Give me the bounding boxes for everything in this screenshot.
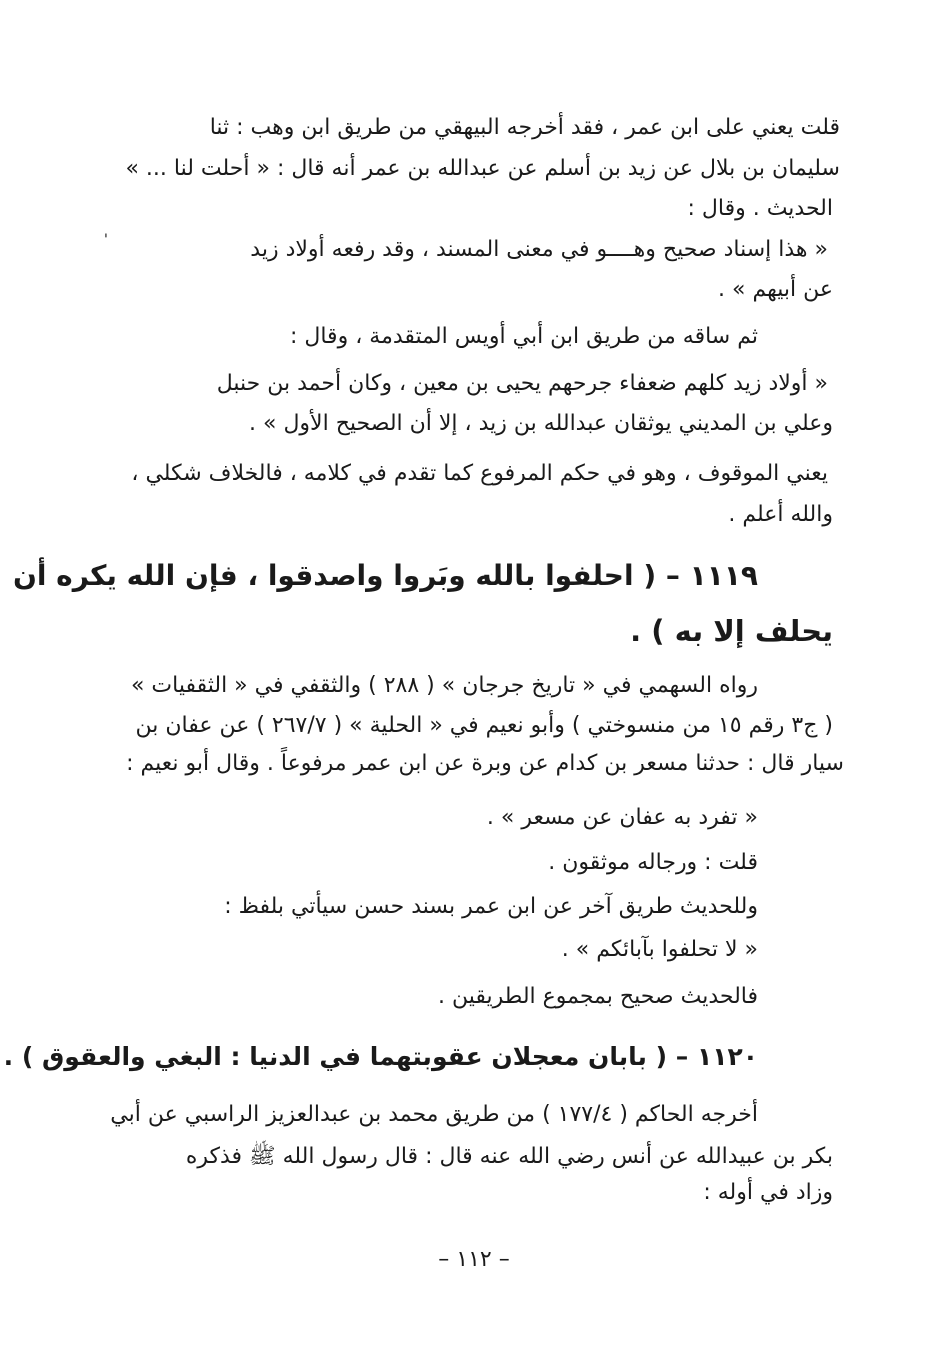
text-line: أخرجه الحاكم ( ١٧٧/٤ ) من طريق محمد بن عبدالعزيز الراسبي عن أبي	[110, 1102, 758, 1127]
hadith-heading-1120: ١١٢٠ – ( بابان معجلان عقوبتهما في الدنيا : البغي والعقوق ) .	[3, 1042, 758, 1071]
text-line: ثم ساقه من طريق ابن أبي أويس المتقدمة ، وقال :	[289, 324, 758, 349]
text-line: يعني الموقوف ، وهو في حكم المرفوع كما تقدم في كلامه ، فالخلاف شكلي ،	[131, 461, 828, 486]
text-line: رواه السهمي في « تاريخ جرجان » ( ٢٨٨ ) والثقفي في « الثقفيات »	[130, 673, 758, 698]
text-line: « هذا إسناد صحيح وهــــو في معنى المسند ، وقد رفعه أولاد زيد	[250, 237, 828, 262]
text-line: ( ج٣ رقم ١٥ من منسوختي ) وأبو نعيم في « الحلية » ( ٢٦٧/٧ ) عن عفان بن	[135, 713, 833, 738]
text-line: سيار قال : حدثنا مسعر بن كدام عن وبرة عن ابن عمر مرفوعاً . وقال أبو نعيم :	[126, 751, 844, 776]
hadith-heading-1119-cont: يحلف إلا به ) .	[630, 614, 833, 648]
text-line: وعلي بن المديني يوثقان عبدالله بن زيد ، إلا أن الصحيح الأول » .	[249, 411, 833, 436]
text-line: بكر بن عبيدالله عن أنس رضي الله عنه قال : قال رسول الله ﷺ فذكره	[185, 1144, 833, 1169]
stray-mark: '	[104, 232, 108, 248]
text-line: قلت : ورجاله موثقون .	[548, 850, 758, 875]
text-line: « أولاد زيد كلهم ضعفاء جرحهم يحيى بن معين ، وكان أحمد بن حنبل	[216, 371, 828, 396]
text-line: وللحديث طريق آخر عن ابن عمر بسند حسن سيأتي بلفظ :	[224, 894, 758, 919]
text-line: سليمان بن بلال عن زيد بن أسلم عن عبدالله بن عمر أنه قال : « أحلت لنا ... »	[125, 156, 840, 181]
page-number: – ١١٢ –	[438, 1247, 510, 1272]
text-line: قلت يعني على ابن عمر ، فقد أخرجه البيهقي من طريق ابن وهب : ثنا	[209, 115, 840, 140]
hadith-heading-1119: ١١١٩ – ( احلفوا بالله وبَروا واصدقوا ، فإن الله يكره أن	[12, 559, 758, 592]
text-line: « لا تحلفوا بآبائكم » .	[561, 937, 758, 962]
text-line: « تفرد به عفان عن مسعر » .	[486, 805, 758, 830]
text-line: وزاد في أوله :	[703, 1180, 833, 1205]
text-line: فالحديث صحيح بمجموع الطريقين .	[438, 984, 758, 1009]
text-line: والله أعلم .	[728, 502, 833, 527]
text-line: عن أبيهم » .	[718, 277, 833, 302]
text-line: الحديث . وقال :	[687, 196, 833, 221]
